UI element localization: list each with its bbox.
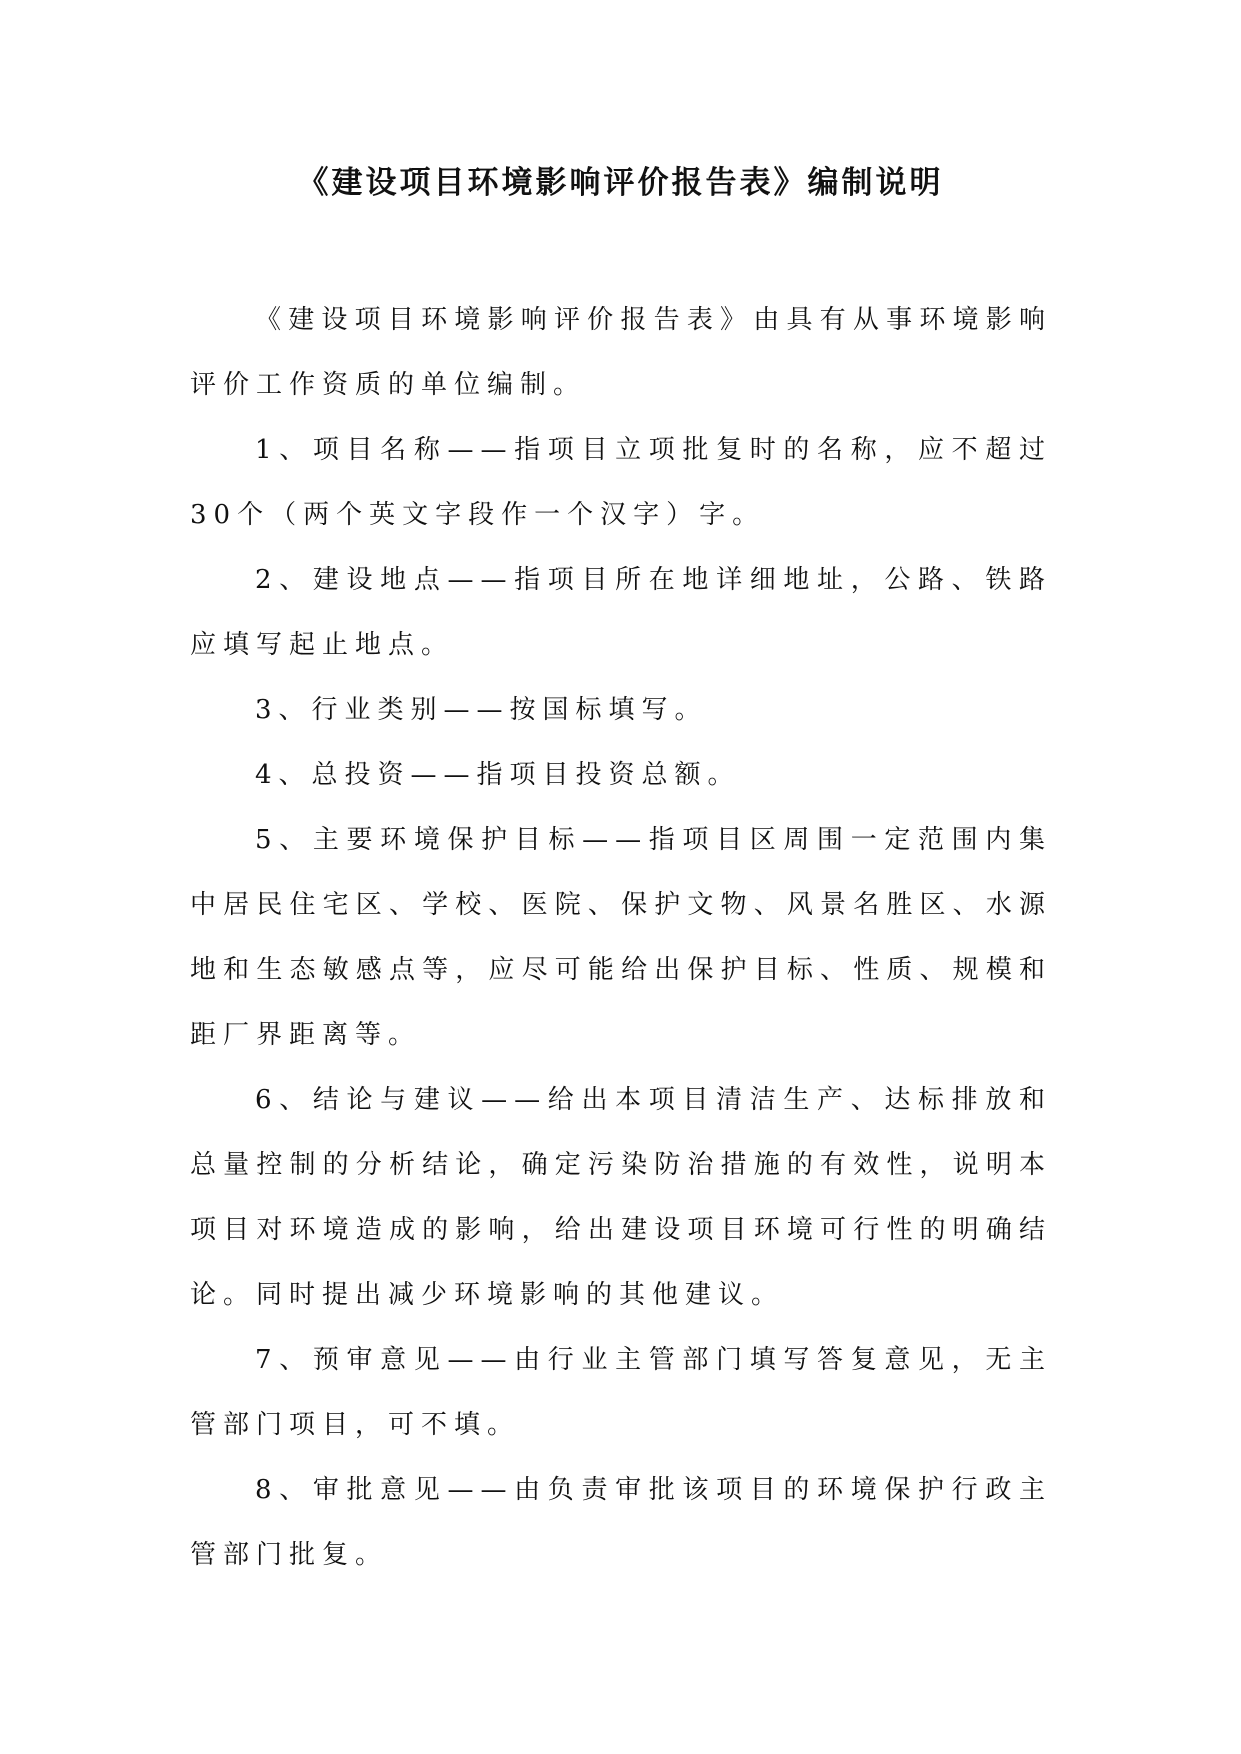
document-title: 《建设项目环境影响评价报告表》编制说明 [297,165,944,201]
paragraph-item-6: 6、结论与建议——给出本项目清洁生产、达标排放和总量控制的分析结论，确定污染防治措施的有效性，说明本项目对环境造成的影响，给出建设项目环境可行性的明确结论。同时提出减少环境影响的其他建议。 [190,1085,1052,1310]
document-body [190,288,1052,1588]
paragraph-item-7: 7、预审意见——由行业主管部门填写答复意见，无主管部门项目，可不填。 [190,1345,1052,1440]
paragraph-item-2: 2、建设地点——指项目所在地详细地址，公路、铁路应填写起止地点。 [190,565,1052,660]
paragraph-item-5: 5、主要环境保护目标——指项目区周围一定范围内集中居民住宅区、学校、医院、保护文物、风景名胜区、水源地和生态敏感点等，应尽可能给出保护目标、性质、规模和距厂界距离等。 [190,825,1052,1050]
paragraph-item-1: 1、项目名称——指项目立项批复时的名称，应不超过30个（两个英文字段作一个汉字）字。 [190,435,1052,530]
paragraph-item-3: 3、行业类别——按国标填写。 [255,695,708,725]
paragraph-intro: 《建设项目环境影响评价报告表》由具有从事环境影响评价工作资质的单位编制。 [190,305,1052,400]
paragraph-item-4: 4、总投资——指项目投资总额。 [255,760,741,790]
paragraph-item-8: 8、审批意见——由负责审批该项目的环境保护行政主管部门批复。 [190,1475,1052,1570]
